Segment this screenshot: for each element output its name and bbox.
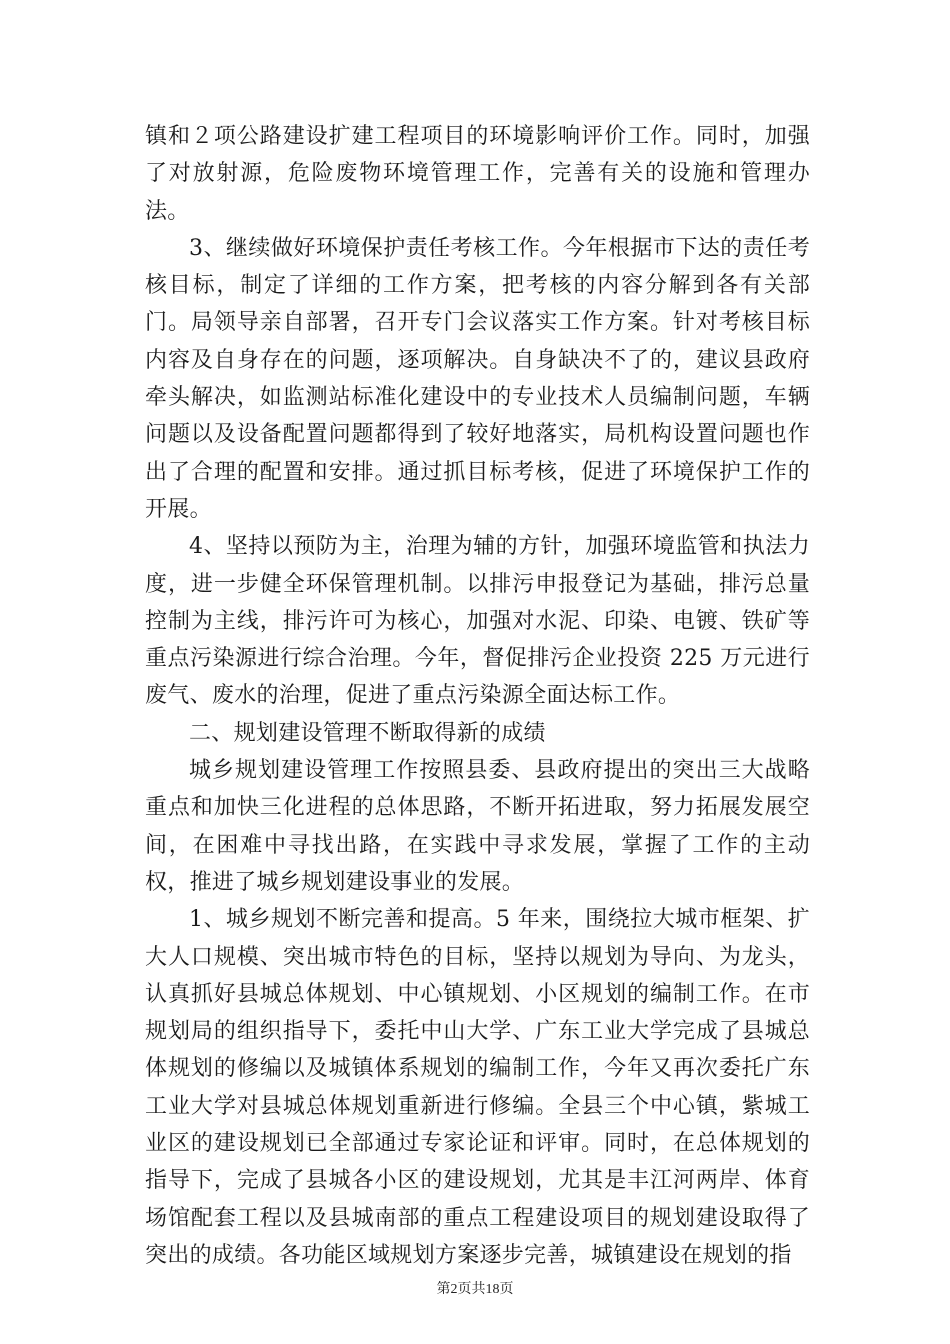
paragraph: 3、继续做好环境保护责任考核工作。今年根据市下达的责任考核目标，制定了详细的工作方案，把考核的内容分解到各有关部门。局领导亲自部署，召开专门会议落实工作方案。针对考核目标内容及自身存在的问题，逐项解决。自身缺决不了的，建议县政府牵头解决，如监测站标准化建设中的专业技术人员编制问题，车辆问题以及设备配置问题都得到了较好地落实，局机构设置问题也作出了合理的配置和安排。通过抓目标考核，促进了环境保护工作的开展。 xyxy=(145,235,810,522)
paragraph: 4、坚持以预防为主，治理为辅的方针，加强环境监管和执法力度，进一步健全环保管理机制。以排污申报登记为基础，排污总量控制为主线，排污许可为核心，加强对水泥、印染、电镀、铁矿等重点污染源进行综合治理。今年，督促排污企业投资 225 万元进行废气、废水的治理，促进了重点污染源全面达标工作。 xyxy=(145,534,810,709)
footer-prefix: 第 xyxy=(436,1281,451,1297)
paragraph: 城乡规划建设管理工作按照县委、县政府提出的突出三大战略重点和加快三化进程的总体思路，不断开拓进取，努力拓展发展空间，在困难中寻找出路，在实践中寻求发展，掌握了工作的主动权，推进了城乡规划建设事业的发展。 xyxy=(145,758,810,895)
document-body xyxy=(145,118,810,1274)
current-page-number: 2 xyxy=(450,1282,458,1297)
total-page-count: 18 xyxy=(485,1282,500,1297)
paragraph: 镇和２项公路建设扩建工程项目的环境影响评价工作。同时，加强了对放射源，危险废物环境管理工作，完善有关的设施和管理办法。 xyxy=(145,124,810,224)
footer-suffix: 页 xyxy=(499,1281,514,1297)
paragraph: 1、城乡规划不断完善和提高。5 年来，围绕拉大城市框架、扩大人口规模、突出城市特色的目标，坚持以规划为导向、为龙头，认真抓好县城总体规划、中心镇规划、小区规划的编制工作。在市规划局的组织指导下，委托中山大学、广东工业大学完成了县城总体规划的修编以及城镇体系规划的编制工作，今年又再次委托广东工业大学对县城总体规划重新进行修编。全县三个中心镇，紫城工业区的建设规划已全部通过专家论证和评审。同时，在总体规划的指导下，完成了县城各小区的建设规划，尤其是丰江河两岸、体育场馆配套工程以及县城南部的重点工程建设项目的规划建设取得了突出的成绩。各功能区域规划方案逐步完善，城镇建设在规划的指 xyxy=(145,907,810,1268)
section-heading: 二、规划建设管理不断取得新的成绩 xyxy=(189,720,546,746)
page-number-footer xyxy=(0,1278,950,1298)
footer-middle: 页共 xyxy=(457,1281,486,1297)
